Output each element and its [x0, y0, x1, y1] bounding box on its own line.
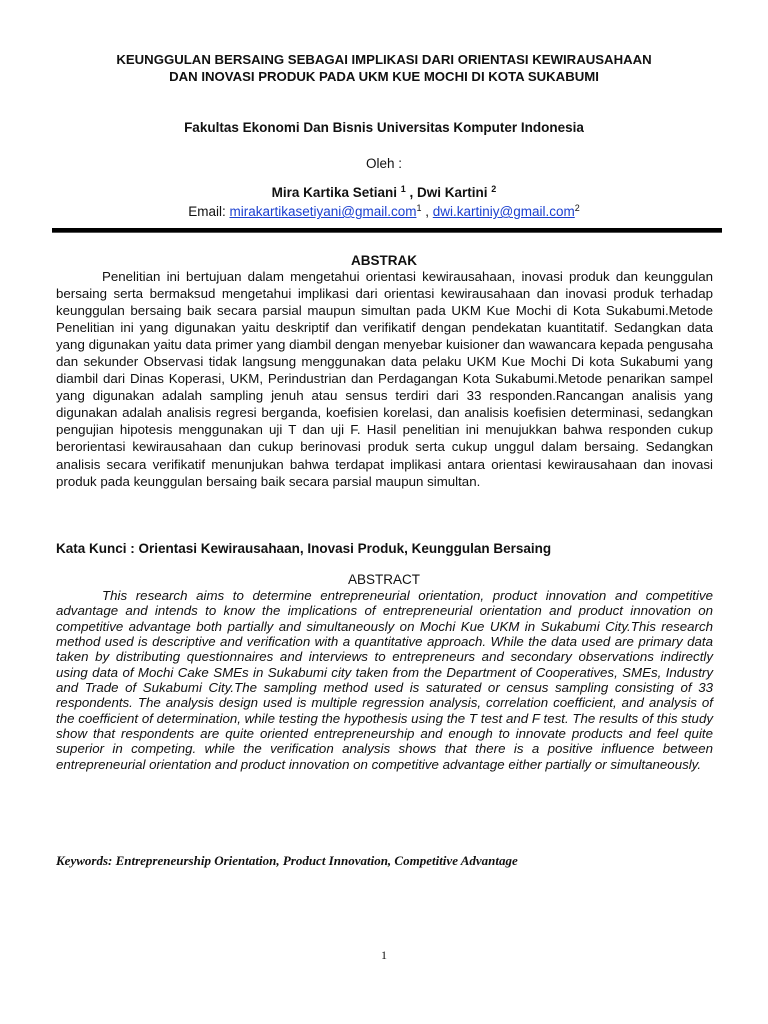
- by-label: Oleh :: [365, 156, 403, 171]
- email-link-1[interactable]: mirakartikasetiyani@gmail.com: [229, 204, 417, 219]
- email-label: Email:: [188, 204, 230, 219]
- page-number: 1: [381, 948, 387, 962]
- email-link-2[interactable]: dwi.kartiniy@gmail.com: [432, 204, 575, 219]
- authors-line: [50, 184, 718, 201]
- author-separator: ,: [405, 185, 418, 200]
- title-line-2: DAN INOVASI PRODUK PADA UKM KUE MOCHI DI KOTA SUKABUMI: [169, 69, 599, 84]
- english-keywords: Keywords: Entrepreneurship Orientation, Product Innovation, Competitive Advantage: [56, 853, 518, 868]
- header-divider: [52, 228, 722, 233]
- abstrak-body: Penelitian ini bertujuan dalam mengetahui orientasi kewirausahaan, inovasi produk dan keunggulan bersaing serta bermaksud mengetahui implikasi dari orientasi kewirausahaan dan inovasi produk terhadap keunggulan bersaing baik secara parsial maupun simultan pada UKM Kue Mochi di Kota Sukabumi.Metode Penelitian ini yang digunakan yaitu deskriptif dan verifikatif dengan pendekatan kuantitatif. Sedangkan data yang digunakan yaitu data primer yang diambil dengan menyebar kuisioner dan wawancara kepada pengusaha dan sekunder Observasi tidak langsung menggunakan data pelaku UKM Kue Mochi Di kota Sukabumi yang diambil dari Dinas Koperasi, UKM, Perindustrian dan Perdagangan Kota Sukabumi.Metode penarikan sampel yang digunakan adalah sampling jenuh atau sensus terdiri dari 33 responden.Rancangan analisis yang digunakan adalah analisis regresi berganda, koefisien korelasi, dan analisis koefisien determinasi, sedangkan pengujian hipotesis menggunakan uji T dan uji F. Hasil penelitian ini menujukkan bahwa responden cukup berorientasi kewirausahaan dan cukup berinovasi produk serta cukup unggul dalam bersaing. Sedangkan analisis secara verifikatif menunjukan bahwa terdapat implikasi antara orientasi kewirausahaan dan inovasi produk pada keunggulan bersaing baik secara parsial maupun simultan.: [56, 269, 713, 489]
- paper-title: [50, 51, 718, 85]
- author-2: Dwi Kartini: [417, 185, 488, 200]
- abstract-body: This research aims to determine entrepreneurial orientation, product innovation and competitive advantage and intends to know the implications of entrepreneurial orientation and product innovation on competitive advantage both partially and simultaneously on Mochi Kue UKM in Sukabumi City.This research method used is descriptive and verification with a quantitative approach. While the data used are primary data taken by distributing questionnaires and interviews to entrepreneurs and secondary observations indirectly using data of Mochi Cake SMEs in Sukabumi city taken from the Department of Cooperatives, SMEs, Industry and Trade of Sukabumi City.The sampling method used is saturated or census sampling consisting of 33 respondents. The analysis design used is multiple regression analysis, correlation coefficient, and analysis of the coefficient of determination, while testing the hypothesis using the T test and F test. The results of this study show that respondents are quite oriented entrepreneurship and enough to innovate products and feel quite superior in competing. while the verification analysis shows that there is a positive influence between entrepreneurial orientation and product innovation on competitive advantage either partially or simultaneously.: [56, 588, 713, 772]
- email-2-sup: 2: [574, 203, 580, 213]
- author-1-sup: 1: [400, 184, 406, 194]
- author-2-sup: 2: [491, 184, 497, 194]
- title-line-1: KEUNGGULAN BERSAING SEBAGAI IMPLIKASI DARI ORIENTASI KEWIRAUSAHAAN: [116, 52, 652, 67]
- email-1-sup: 1: [416, 203, 422, 213]
- abstrak-heading: ABSTRAK: [351, 253, 417, 268]
- abstract-heading: ABSTRACT: [347, 572, 420, 587]
- email-line: [50, 203, 718, 220]
- affiliation: Fakultas Ekonomi Dan Bisnis Universitas Komputer Indonesia: [184, 120, 584, 135]
- kata-kunci: Kata Kunci : Orientasi Kewirausahaan, Inovasi Produk, Keunggulan Bersaing: [56, 541, 552, 556]
- author-1: Mira Kartika Setiani: [271, 185, 397, 200]
- email-separator: ,: [421, 204, 433, 219]
